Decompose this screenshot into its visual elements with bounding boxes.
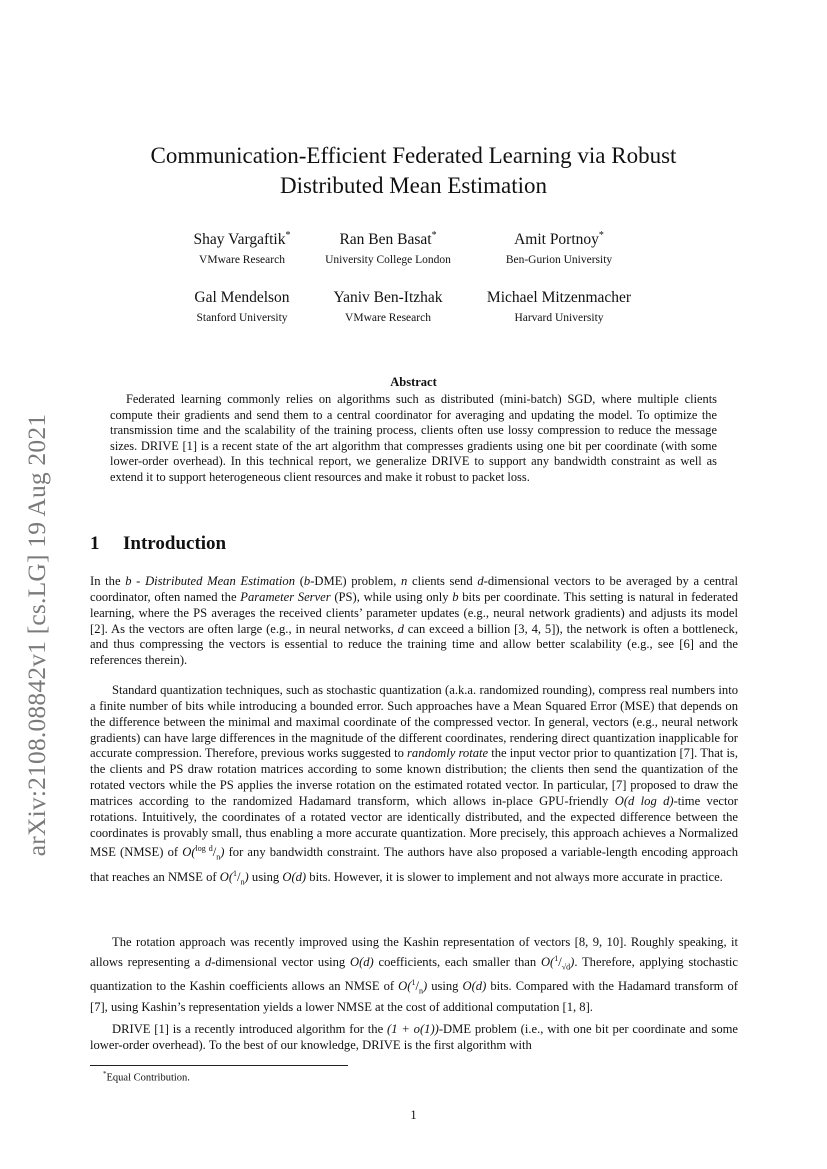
page-number: 1 bbox=[410, 1108, 417, 1122]
paragraph-2: Standard quantization techniques, such as stochastic quantization (a.k.a. randomized rounding), compress real numbers into a finite number of bits while introducing a bounded error. Such approaches have a Mean Squared Error (MSE) that depends on the difference between the minimal and maximal coordinate of the compressed vector. In general, vectors (e.g., neural network gradients) can have large differences in the magnitude of the different coordinates, rendering direct quantization inapplicable for accurate compression. Therefore, previous works suggested to randomly rotate the input vector prior to quantization [7]. That is, the clients and PS draw rotation matrices according to some known distribution; the clients then send the quantization of the rotated vectors while the PS applies the inverse rotation on the estimated rotated vector. In particular, [7] proposed to draw the matrices according to the randomized Hadamard transform, which allows in-place GPU-friendly O(d log d)-time vector rotations. Intuitively, the coordinates of a rotated vector are identically distributed, and the expected difference between the coordinates is provably small, thus enabling a more accurate quantization. More precisely, this approach achieves a Normalized MSE (NMSE) of $O(^{log d}/_n)$ for any bandwidth constraint. The authors have also proposed a variable-length encoding approach that reaches an NMSE of $O(^1/_n)$ using O(d) bits. However, it is slower to implement and not always more accurate in practice. bbox=[90, 683, 738, 887]
abstract-text: Federated learning commonly relies on algorithms such as distributed (mini-batch) SGD, where multiple clients compute their gradients and send them to a central coordinator for averaging and updating the model. To optimize the transmission time and the scalability of the training process, clients often use lossy compression to reduce the message sizes. DRIVE [1] is a recent state of the art algorithm that compresses gradients using one bit per coordinate (with some lower-order overhead). In this technical report, we generalize DRIVE to support any bandwidth constraint as well as extend it to support heterogeneous client resources and make it robust to packet loss. bbox=[110, 392, 717, 484]
paragraph-4: DRIVE [1] is a recently introduced algorithm for the (1 + o(1))-DME problem (i.e., with one bit per coordinate and some lower-order overhead). To the best of our knowledge, DRIVE is the first algorithm with bbox=[90, 1022, 739, 1052]
author-block bbox=[298, 284, 478, 326]
footnote-rule bbox=[90, 1065, 348, 1066]
author-name: Ran Ben Basat bbox=[339, 231, 432, 249]
paper-title bbox=[90, 141, 737, 201]
footnote-text: Equal Contribution. bbox=[106, 1072, 190, 1084]
author-name: Gal Mendelson bbox=[194, 289, 290, 307]
footnote-mark: * bbox=[103, 1070, 107, 1078]
author-affiliation: University College London bbox=[325, 254, 451, 267]
abstract-heading: Abstract bbox=[390, 375, 437, 389]
author-block bbox=[469, 284, 649, 326]
author-name: Shay Vargaftik bbox=[193, 231, 286, 249]
section-heading bbox=[90, 533, 226, 555]
author-block bbox=[469, 226, 649, 268]
author-affiliation: VMware Research bbox=[199, 254, 285, 267]
title-line-2: Distributed Mean Estimation bbox=[279, 173, 547, 198]
paragraph-1: In the b - Distributed Mean Estimation (b-DME) problem, n clients send d-dimensional vectors to be averaged by a central coordinator, often named the Parameter Server (PS), while using only b bits per coordinate. This setting is natural in federated learning, where the PS averages the received clients’ parameter updates (e.g., neural network gradients) and adjusts its model [2]. As the vectors are often large (e.g., in neural networks, d can exceed a billion [3, 4, 5]), the network is often a bottleneck, and thus compressing the vectors is essential to reduce the training time and allow better scalability (e.g., see [6] and the references therein). bbox=[90, 574, 739, 668]
arxiv-sidebar-identifier bbox=[22, 362, 52, 907]
paragraph-3: The rotation approach was recently improved using the Kashin representation of vectors [8, 9, 10]. Roughly speaking, it allows representing a d-dimensional vector using O(d) coefficients, each smaller than $O(^1/_{√d})$. Therefore, applying stochastic quantization to the Kashin coefficients allows an NMSE of $O(^1/_n)$ using O(d) bits. Compared with the Hadamard transform of [7], using Kashin’s representation yields a lower NMSE at the cost of additional computation [1, 8]. bbox=[90, 935, 738, 1014]
section-number: 1 bbox=[90, 533, 100, 554]
author-affiliation: Harvard University bbox=[514, 312, 604, 325]
arxiv-id-text: arXiv:2108.08842v1 [cs.LG] 19 Aug 2021 bbox=[22, 413, 51, 856]
author-name: Michael Mitzenmacher bbox=[486, 289, 632, 307]
author-mark: * bbox=[598, 230, 604, 241]
author-mark: * bbox=[285, 230, 291, 241]
title-line-1: Communication-Efficient Federated Learning via Robust bbox=[150, 143, 677, 168]
author-mark: * bbox=[431, 230, 437, 241]
author-affiliation: Stanford University bbox=[196, 312, 288, 325]
author-block bbox=[298, 226, 478, 268]
footnote bbox=[103, 1070, 190, 1084]
author-affiliation: Ben-Gurion University bbox=[505, 254, 613, 267]
author-affiliation: VMware Research bbox=[345, 312, 431, 325]
author-name: Amit Portnoy bbox=[514, 231, 599, 249]
author-name: Yaniv Ben-Itzhak bbox=[333, 289, 443, 307]
section-title-text: Introduction bbox=[123, 533, 227, 554]
